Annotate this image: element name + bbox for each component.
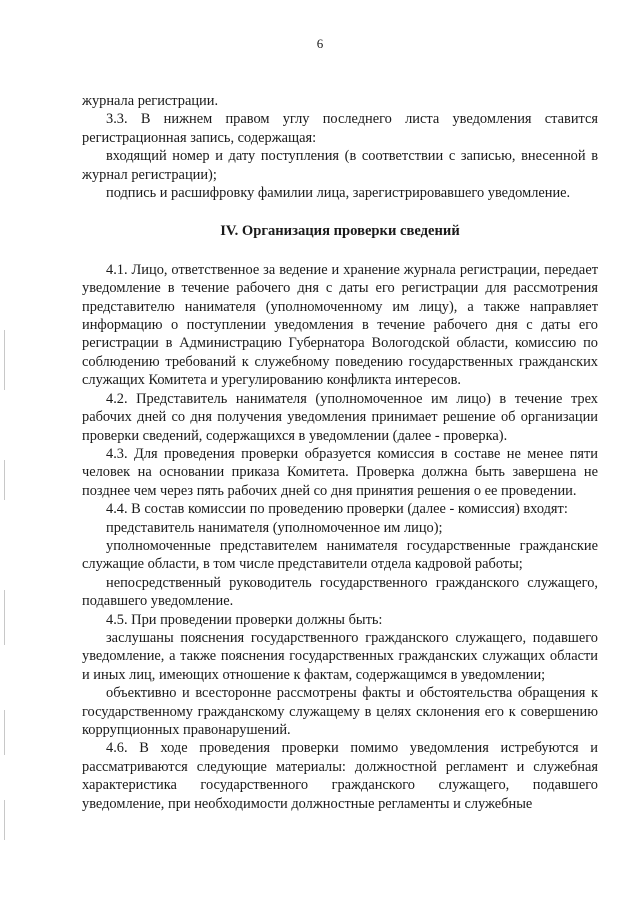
paragraph: подпись и расшифровку фамилии лица, зарегистрировавшего уведомление. xyxy=(106,185,571,202)
document-body xyxy=(82,92,598,813)
paragraph: заслушаны пояснения государственного гражданского служащего, подавшего уведомление, а также пояснения государственных гражданских служащих области и иных лиц, имеющих отношение к фактам, содержащимся в уведомлении; xyxy=(82,629,598,683)
margin-scan-marks xyxy=(4,330,6,850)
paragraph: объективно и всесторонне рассмотрены факты и обстоятельства обращения к государственному гражданскому служащему в целях склонения его к совершению коррупционных правонарушений. xyxy=(82,685,598,738)
paragraph: 4.1. Лицо, ответственное за ведение и хранение журнала регистрации, передает уведомление в течение рабочего дня с даты его регистрации для рассмотрения представителю нанимателя (уполномоченному им лицу), а также направляет информацию о поступлении уведомления в течение рабочего дня с даты его регистрации в Администрацию Губернатора Вологодской области, комиссию по соблюдению требований к служебному поведению государственных гражданских служащих Комитета и урегулированию конфликта интересов. xyxy=(82,261,598,389)
paragraph: входящий номер и дату поступления (в соответствии с записью, внесенной в журнал регистрации); xyxy=(82,148,598,183)
paragraph: 4.3. Для проведения проверки образуется комиссия в составе не менее пяти человек на основании приказа Комитета. Проверка должна быть завершена не позднее чем через пять рабочих дней со дня принятия решения о ее проведении. xyxy=(82,445,598,499)
paragraph: уполномоченные представителем нанимателя государственные гражданские служащие области, в том числе представители отдела кадровой работы; xyxy=(82,537,598,573)
paragraph: непосредственный руководитель государственного гражданского служащего, подавшего уведомление. xyxy=(82,574,598,610)
paragraph: 4.2. Представитель нанимателя (уполномоченное им лицо) в течение трех рабочих дней со дня получения уведомления принимает решение об организации проверки сведений, содержащихся в уведомлении (далее - проверка). xyxy=(82,390,598,444)
paragraph: журнала регистрации. xyxy=(82,93,219,109)
paragraph: 4.6. В ходе проведения проверки помимо уведомления истребуются и рассматриваются следующие материалы: должностной регламент и служебная характеристика государственного гражданского служащего, подавшего уведомление, при необходимости должностные регламенты и служебные xyxy=(82,740,598,812)
paragraph: 4.4. В состав комиссии по проведению проверки (далее - комиссия) входят: xyxy=(106,501,568,518)
paragraph: 4.5. При проведении проверки должны быть: xyxy=(106,611,383,628)
page-number: 6 xyxy=(316,36,324,51)
paragraph: представитель нанимателя (уполномоченное им лицо); xyxy=(106,519,443,536)
section-heading: IV. Организация проверки сведений xyxy=(220,223,460,240)
paragraph: 3.3. В нижнем правом углу последнего листа уведомления ставится регистрационная запись, содержащая: xyxy=(82,111,598,146)
